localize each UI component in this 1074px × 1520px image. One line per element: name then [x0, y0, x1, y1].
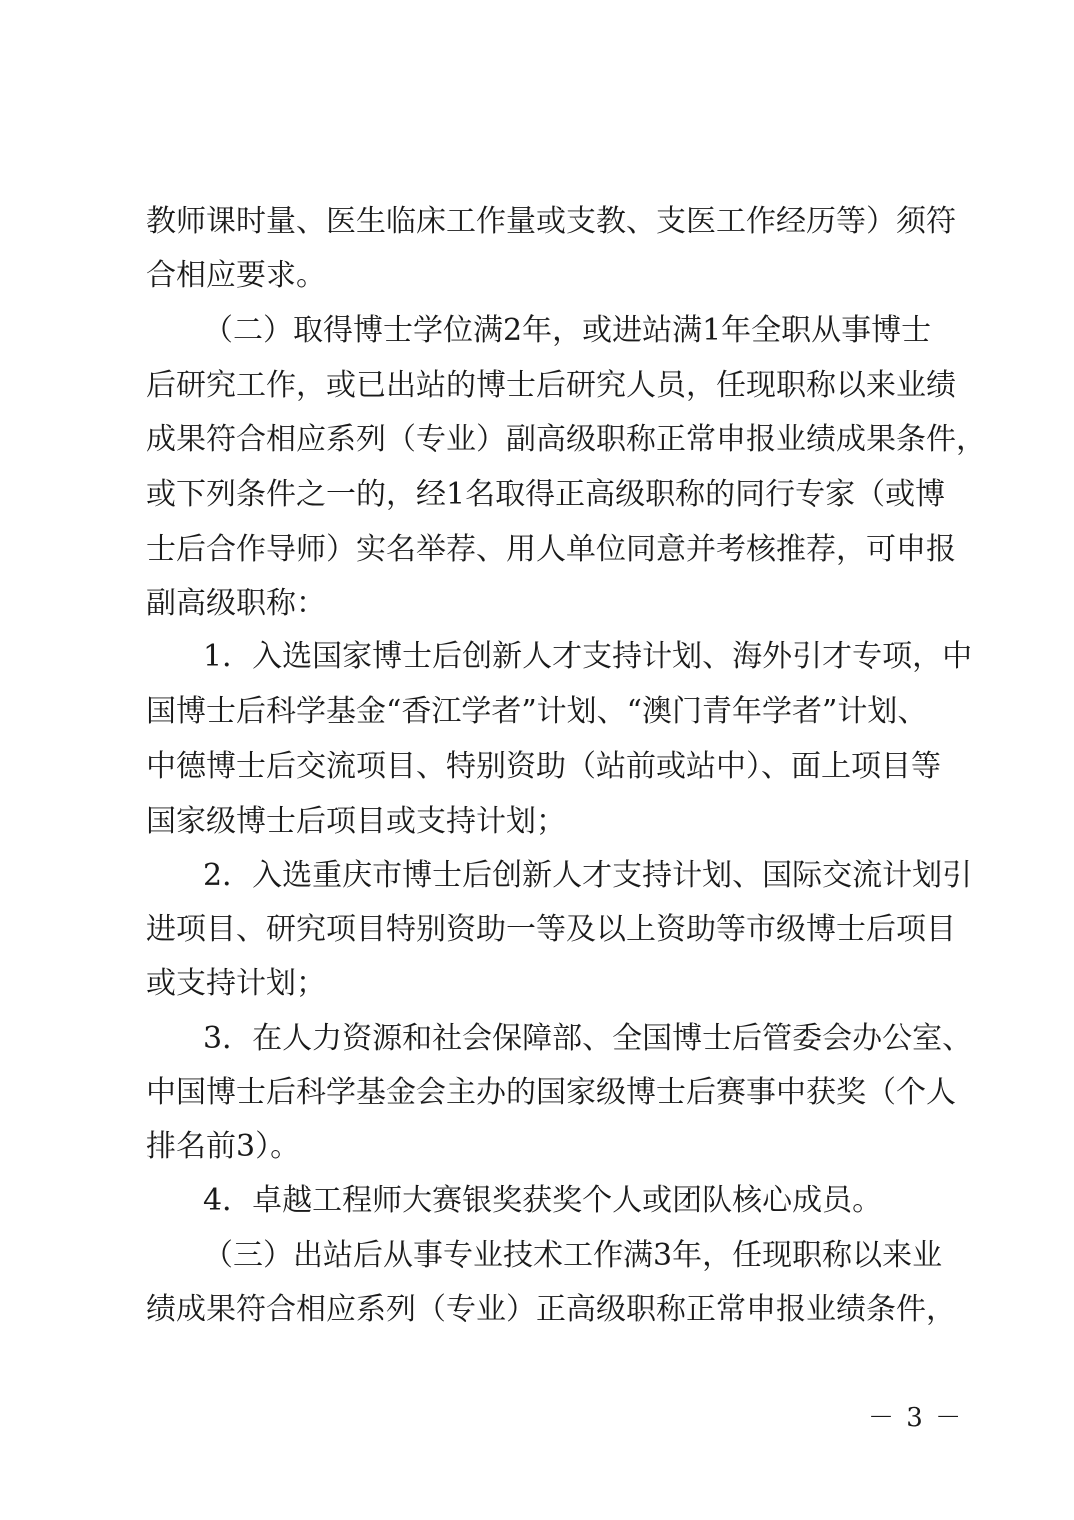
text-line: 教师课时量、医生临床工作量或支教、支医工作经历等）须符 [146, 204, 956, 239]
text-line: 4．卓越工程师大赛银奖获奖个人或团队核心成员。 [203, 1183, 883, 1218]
text-line: 中国博士后科学基金会主办的国家级博士后赛事中获奖（个人 [146, 1075, 956, 1110]
text-line: 合相应要求。 [146, 258, 326, 293]
text-line: 或下列条件之一的，经1名取得正高级职称的同行专家（或博 [146, 477, 946, 512]
text-line: 后研究工作，或已出站的博士后研究人员，任现职称以来业绩 [146, 368, 956, 403]
text-line: 国博士后科学基金“香江学者”计划、“澳门青年学者”计划、 [146, 694, 928, 729]
text-line: （三）出站后从事专业技术工作满3年，任现职称以来业 [203, 1238, 943, 1273]
text-line: 2．入选重庆市博士后创新人才支持计划、国际交流计划引 [203, 858, 973, 893]
text-line: 或支持计划； [146, 966, 326, 1001]
text-line: 1．入选国家博士后创新人才支持计划、海外引才专项，中 [203, 639, 973, 674]
text-line: 副高级职称： [146, 586, 326, 621]
text-line: （二）取得博士学位满2年，或进站满1年全职从事博士 [203, 313, 932, 348]
text-line: 成果符合相应系列（专业）副高级职称正常申报业绩成果条件， [146, 422, 986, 457]
text-line: 3．在人力资源和社会保障部、全国博士后管委会办公室、 [203, 1021, 973, 1056]
text-line: 进项目、研究项目特别资助一等及以上资助等市级博士后项目 [146, 912, 956, 947]
text-line: 排名前3）。 [146, 1129, 301, 1164]
text-line: 士后合作导师）实名举荐、用人单位同意并考核推荐，可申报 [146, 532, 956, 567]
text-line: 中德博士后交流项目、特别资助（站前或站中）、面上项目等 [146, 749, 941, 784]
page-number: － 3 － [868, 1403, 964, 1433]
text-line: 绩成果符合相应系列（专业）正高级职称正常申报业绩条件， [146, 1292, 956, 1327]
text-line: 国家级博士后项目或支持计划； [146, 804, 566, 839]
